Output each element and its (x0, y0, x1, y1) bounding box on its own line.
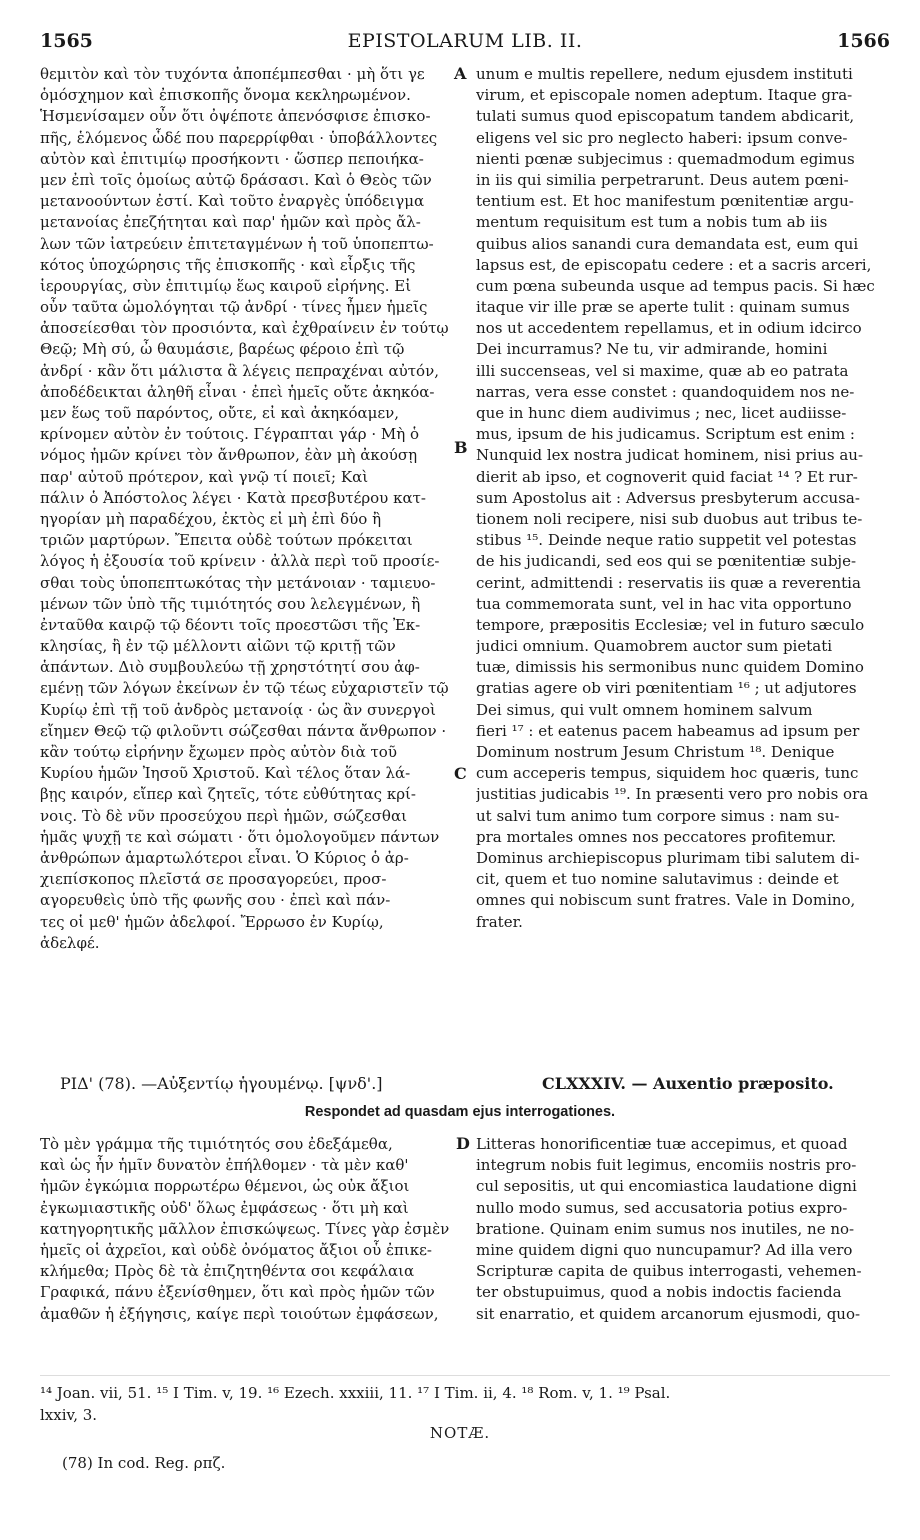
page-header (40, 30, 890, 64)
latin-line: frater. (476, 912, 523, 931)
latin-line: Scripturæ capita de quibus interrogasti, vehemen- (476, 1262, 862, 1281)
greek-line: πῆς, ἑλόμενος ὧδέ που παρερρίφθαι · ὑποβάλλοντες (40, 128, 438, 147)
greek-line: εἴημεν Θεῷ τῷ φιλοῦντι σώζεσθαι πάντα ἄνθρωπον · (40, 721, 447, 740)
latin-line: stibus ¹⁵. Deinde neque ratio suppetit vel potestas (476, 531, 857, 550)
greek-line: μετανοίας ἐπεζήτηται καὶ παρ' ἡμῶν καὶ πρὸς ἄλ- (40, 213, 421, 232)
latin-column-2 (476, 1134, 888, 1325)
latin-line: cum acceperis tempus, siquidem hoc quæris, tunc (476, 764, 859, 783)
latin-line: tionem noli recipere, nisi sub duobus aut tribus te- (476, 509, 863, 528)
latin-line: Dominum nostrum Jesum Christum ¹⁸. Denique (476, 743, 835, 761)
latin-line: in iis qui similia perpetrarunt. Deus autem pœni- (476, 170, 849, 189)
latin-line: Litteras honorificentiæ tuæ accepimus, et quoad (476, 1135, 848, 1153)
greek-line: ἀποσείεσθαι τὸν προσιόντα, καὶ ἐχθραίνειν ἐν τούτῳ (40, 319, 449, 338)
greek-line: ηγορίαν μὴ παραδέχου, ἐκτὸς εἰ μὴ ἐπὶ δύο ἢ (40, 509, 382, 528)
latin-line: Dominus archiepiscopus plurimam tibi salutem di- (476, 848, 860, 867)
greek-line: ἡμεῖς οἱ ἀχρεῖοι, καὶ οὐδὲ ὀνόματος ἄξιοι οὗ ἐπικε- (40, 1240, 432, 1259)
margin-letter-c: C (454, 764, 467, 783)
greek-line: οὖν ταῦτα ὡμολόγηται τῷ ἀνδρί · τίνες ἦμεν ἡμεῖς (40, 298, 428, 317)
page-number-right: 1566 (837, 30, 890, 52)
latin-line: Dei incurramus? Ne tu, vir admirande, homini (476, 340, 828, 359)
latin-line: ter obstupuimus, quod a nobis indoctis facienda (476, 1283, 842, 1302)
greek-line: ἀνδρί · κἂν ὅτι μάλιστα ἃ λέγεις πεπραχέναι αὐτόν, (40, 361, 439, 380)
margin-letter-b: B (454, 438, 468, 457)
greek-line: ἡμᾶς ψυχῇ τε καὶ σώματι · ὅτι ὁμολογοῦμεν πάντων (40, 827, 440, 846)
latin-line: ut salvi tum animo tum corpore simus : nam su- (476, 806, 840, 825)
greek-line: μετανοούντων ἐστί. Καὶ τοῦτο ἐναργὲς ὑπόδειγμα (40, 192, 425, 211)
greek-line: ἐγκωμιαστικῆς οὐδ' ὅλως ἐμφάσεως · ὅτι μὴ καὶ (40, 1198, 409, 1217)
greek-line: εμένῃ τῶν λόγων ἐκείνων ἐν τῷ τέως εὐχαριστεῖν τῷ (40, 679, 449, 698)
greek-line: σθαι τοὺς ὑποπεπτωκότας τὴν μετάνοιαν · ταμιευο- (40, 573, 436, 592)
greek-line: τριῶν μαρτύρων. Ἔπειτα οὐδὲ τούτων πρόκειται (40, 531, 413, 550)
latin-line: Nunquid lex nostra judicat hominem, nisi prius au- (476, 446, 864, 465)
latin-line: mus, ipsum de his judicamus. Scriptum est enim : (476, 425, 855, 444)
latin-line: narras, vera esse constet : quandoquidem nos ne- (476, 382, 855, 401)
greek-line: κότος ὑποχώρησις τῆς ἐπισκοπῆς · καὶ εἶρξις τῆς (40, 255, 416, 274)
greek-line: ἁπάντων. Διὸ συμβουλεύω τῇ χρηστότητί σου ἀφ- (40, 658, 420, 677)
latin-line: cerint, admittendi : reservatis iis quæ a reverentia (476, 573, 861, 592)
footnote-line: ¹⁴ Joan. vii, 51. ¹⁵ I Tim. v, 19. ¹⁶ Ezech. xxxiii, 11. ¹⁷ I Tim. ii, 4. ¹⁸ Rom. v, 1. ¹⁹ Psal. (40, 1384, 671, 1402)
greek-line: βῃς καιρόν, εἴπερ καὶ ζητεῖς, τότε εὐθύτητας κρί- (40, 785, 416, 804)
latin-line: que in hunc diem audivimus ; nec, licet audiisse- (476, 404, 847, 422)
latin-line: sum Apostolus ait : Adversus presbyterum accusa- (476, 488, 860, 507)
latin-line: mentum requisitum est tum a nobis tum ab iis (476, 213, 828, 232)
latin-line: itaque vir ille præ se aperte tulit : quinam sumus (476, 298, 850, 317)
latin-line: quibus alios sanandi cura demandata est, eum qui (476, 234, 859, 253)
latin-line: pra mortales omnes nos peccatores profitemur. (476, 827, 837, 846)
greek-line: ἡμῶν ἐγκώμια πορρωτέρω θέμενοι, ὡς οὐκ ἄξιοι (40, 1177, 410, 1196)
greek-line: ὁμόσχημον καὶ ἐπισκοπῆς ὄνομα κεκληρωμένον. (40, 86, 411, 105)
margin-letter-a: A (454, 64, 467, 83)
greek-line: Θεῷ; Μὴ σύ, ὦ θαυμάσιε, βαρέως φέροιο ἐπὶ τῷ (40, 340, 405, 359)
greek-column-2 (40, 1134, 460, 1325)
latin-line: bratione. Quinam enim sumus nos inutiles, ne no- (476, 1219, 855, 1238)
page-number-left: 1565 (40, 30, 93, 52)
latin-line: tempore, præpositis Ecclesiæ; vel in futuro sæculo (476, 615, 865, 634)
greek-line: ἀνθρώπων ἁμαρτωλότεροι εἶναι. Ὁ Κύριος ὁ ἀρ- (40, 848, 409, 867)
latin-line: nos ut accedentem repellamus, et in odium idcirco (476, 319, 862, 338)
footnotes (40, 1382, 890, 1426)
greek-line: λόγος ἡ ἐξουσία τοῦ κρίνειν · ἀλλὰ περὶ τοῦ προσίε- (40, 552, 440, 571)
greek-line: χιεπίσκοπος πλεῖστά σε προσαγορεύει, προσ- (40, 870, 387, 889)
greek-line: πάλιν ὁ Ἀπόστολος λέγει · Κατὰ πρεσβυτέρου κατ- (40, 488, 426, 507)
greek-line: ἀδελφέ. (40, 933, 100, 952)
footnote-rule (40, 1375, 890, 1376)
latin-line: tua commemorata sunt, vel in hac vita opportuno (476, 594, 852, 613)
greek-line: Κυρίῳ ἐπὶ τῇ τοῦ ἀνδρὸς μετανοίᾳ · ὡς ἂν συνεργοὶ (40, 700, 436, 719)
latin-line: gratias agere ob viri pœnitentiam ¹⁶ ; ut adjutores (476, 679, 857, 698)
latin-line: cum pœna subeunda usque ad tempus pacis. Si hæc (476, 276, 875, 295)
greek-line: ἀποδέδεικται ἀληθῆ εἶναι · ἐπεὶ ἡμεῖς οὔτε ἀκηκόα- (40, 382, 435, 401)
latin-line: mine quidem digni quo nuncupamur? Ad illa vero (476, 1240, 853, 1259)
greek-line: ἀμαθῶν ἡ ἐξήγησις, καίγε περὶ τοιούτων ἐμφάσεων, (40, 1304, 439, 1323)
latin-line: Dei simus, qui vult omnem hominem salvum (476, 700, 813, 719)
greek-line: Κυρίου ἡμῶν Ἰησοῦ Χριστοῦ. Καὶ τέλος ὅταν λά- (40, 764, 411, 783)
latin-line: cul sepositis, ut qui encomiastica laudatione digni (476, 1177, 857, 1196)
greek-line: κρίνομεν αὐτὸν ἐν τούτοις. Γέγραπται γάρ · Μὴ ὁ (40, 425, 420, 444)
latin-line: tulati sumus quod episcopatum tandem abdicarit, (476, 107, 855, 126)
greek-line: αὐτὸν καὶ ἐπιτιμίῳ προσήκοντι · ὥσπερ πεποιήκα- (40, 149, 424, 168)
latin-column-1 (476, 64, 888, 933)
latin-line: judici omnium. Quamobrem auctor sum pietati (476, 637, 833, 656)
latin-line: fieri ¹⁷ : et eatenus pacem habeamus ad ipsum per (476, 721, 860, 740)
greek-line: μεν ἕως τοῦ παρόντος, οὔτε, εἰ καὶ ἀκηκόαμεν, (40, 404, 400, 422)
greek-line: Τὸ μὲν γράμμα τῆς τιμιότητός σου ἐδεξάμεθα, (40, 1135, 393, 1153)
latin-line: de his judicandi, sed eos qui se pœnitentiæ subje- (476, 552, 857, 571)
greek-line: ἱερουργίας, σὺν ἐπιτιμίῳ ἕως καιροῦ εἰρήνης. Εἰ (40, 276, 412, 295)
greek-line: Ἡσμενίσαμεν οὖν ὅτι ὀψέποτε ἀπενόσφισε ἐπισκο- (40, 107, 431, 126)
letter-summary: Respondet ad quasdam ejus interrogationes. (304, 1104, 616, 1120)
greek-line: μεν ἐπὶ τοῖς ὁμοίως αὐτῷ δράσασι. Καὶ ὁ Θεὸς τῶν (40, 170, 432, 189)
latin-line: cit, quem et tuo nomine salutavimus : deinde et (476, 870, 839, 889)
latin-line: dierit ab ipso, et cognoverit quid faciat ¹⁴ ? Et rur- (476, 467, 858, 486)
latin-line: eligens vel sic pro neglecto haberi: ipsum conve- (476, 128, 848, 147)
greek-letter-title: ΡΙΔ' (78). —Αὐξεντίῳ ἡγουμένῳ. [ψνδ'.] (60, 1074, 383, 1093)
latin-line: lapsus est, de episcopatu cedere : et a sacris arceri, (476, 255, 872, 274)
greek-line: κλησίας, ἢ ἐν τῷ μέλλοντι αἰῶνι τῷ κριτῇ τῶν (40, 637, 396, 656)
greek-line: κἂν τούτῳ εἰρήνην ἔχωμεν πρὸς αὐτὸν διὰ τοῦ (40, 743, 397, 761)
latin-line: tentium est. Et hoc manifestum pœnitentiæ argu- (476, 192, 854, 211)
latin-line: tuæ, dimissis his sermonibus nunc quidem Domino (476, 658, 864, 677)
latin-line: justitias judicabis ¹⁹. In præsenti vero pro nobis ora (476, 785, 869, 804)
greek-line: τες οἱ μεθ' ἡμῶν ἀδελφοί. Ἔρρωσο ἐν Κυρίῳ, (40, 912, 384, 931)
greek-line: λων τῶν ἰατρεύειν ἐπιτεταγμένων ἡ τοῦ ὑποπεπτω- (40, 234, 434, 253)
latin-line: illi succenseas, vel si maxime, quæ ab eo patrata (476, 361, 849, 380)
latin-line: sit enarratio, et quidem arcanorum ejusmodi, quo- (476, 1304, 861, 1323)
greek-line: αγορευθεὶς ὑπὸ τῆς φωνῆς σου · ἐπεὶ καὶ πάν- (40, 891, 391, 910)
greek-line: Γραφικά, πάνυ ἐξενίσθημεν, ὅτι καὶ πρὸς ἡμῶν τῶν (40, 1283, 435, 1302)
greek-line: θεμιτὸν καὶ τὸν τυχόντα ἀποπέμπεσθαι · μὴ ὅτι γε (40, 65, 425, 83)
greek-line: καὶ ὡς ἦν ἡμῖν δυνατὸν ἐπήλθομεν · τὰ μὲν καθ' (40, 1156, 409, 1175)
latin-line: nienti pœnæ subjecimus : quemadmodum egimus (476, 149, 855, 168)
latin-letter-title: CLXXXIV. — Auxentio præposito. (542, 1074, 834, 1093)
greek-line: μένων τῶν ὑπὸ τῆς τιμιότητός σου λελεγμένων, ἢ (40, 594, 421, 613)
greek-line: κατηγορητικῆς μᾶλλον ἐπισκώψεως. Τίνες γὰρ ἐσμὲν (40, 1219, 450, 1238)
latin-line: unum e multis repellere, nedum ejusdem instituti (476, 65, 853, 83)
greek-line: νόμος ἡμῶν κρίνει τὸν ἄνθρωπον, ἐὰν μὴ ἀκούσῃ (40, 446, 418, 465)
latin-line: virum, et episcopale nomen adeptum. Itaque gra- (476, 86, 853, 105)
greek-line: ἐνταῦθα καιρῷ τῷ δέοντι τοῖς προεστῶσι τῆς Ἐκ- (40, 615, 421, 634)
greek-line: νοις. Τὸ δὲ νῦν προσεύχου περὶ ἡμῶν, σώζεσθαι (40, 806, 407, 825)
running-title: EPISTOLARUM LIB. II. (347, 30, 583, 52)
margin-letter-d: D (456, 1134, 470, 1153)
footnote-line: lxxiv, 3. (40, 1406, 98, 1424)
greek-column-1 (40, 64, 460, 954)
notae-heading: NOTÆ. (429, 1424, 491, 1442)
latin-line: omnes qui nobiscum sunt fratres. Vale in Domino, (476, 891, 856, 910)
greek-line: παρ' αὐτοῦ πρότερον, καὶ γνῷ τί ποιεῖ; Καὶ (40, 467, 369, 486)
latin-line: integrum nobis fuit legimus, encomiis nostris pro- (476, 1156, 857, 1175)
greek-line: κλήμεθα; Πρὸς δὲ τὰ ἐπιζητηθέντα σοι κεφάλαια (40, 1262, 415, 1281)
latin-line: nullo modo sumus, sed accusatoria potius expro- (476, 1198, 848, 1217)
note-78: (78) In cod. Reg. ρπζ. (62, 1454, 226, 1472)
